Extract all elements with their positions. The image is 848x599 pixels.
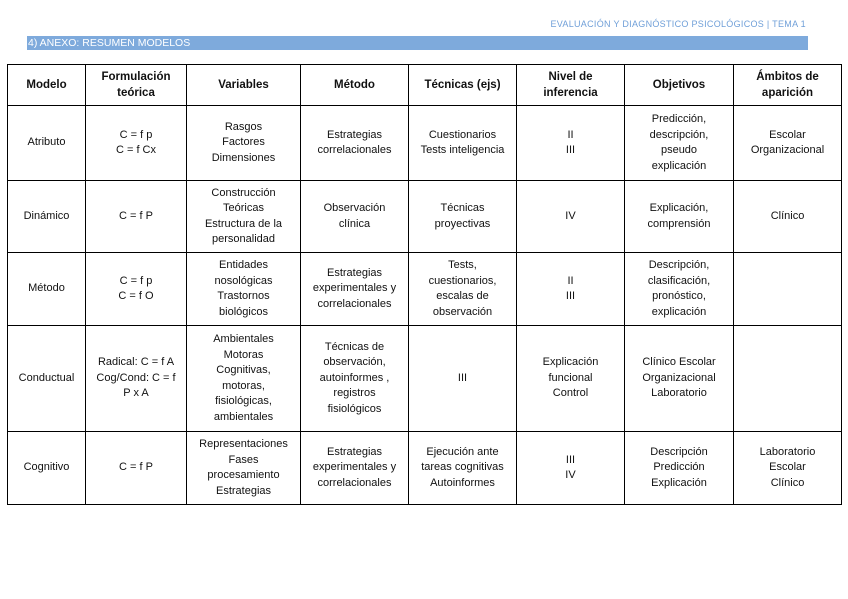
table-cell: Laboratorio Escolar Clínico bbox=[734, 432, 842, 505]
table-cell: III bbox=[409, 326, 517, 432]
table-row bbox=[8, 253, 842, 326]
table-cell: Método bbox=[8, 253, 86, 326]
table-cell: IV bbox=[517, 181, 625, 253]
table-cell: Técnicas proyectivas bbox=[409, 181, 517, 253]
table-cell: Clínico bbox=[734, 181, 842, 253]
models-summary-table bbox=[7, 64, 842, 505]
table-cell bbox=[734, 326, 842, 432]
table-cell: Ejecución ante tareas cognitivas Autoinformes bbox=[409, 432, 517, 505]
table-cell: Radical: C = f A Cog/Cond: C = f P x A bbox=[86, 326, 187, 432]
table-cell: Descripción Predicción Explicación bbox=[625, 432, 734, 505]
table-cell: Observación clínica bbox=[301, 181, 409, 253]
table-cell: Estrategias experimentales y correlacionales bbox=[301, 432, 409, 505]
table-cell: Cuestionarios Tests inteligencia bbox=[409, 106, 517, 181]
section-title: 4) ANEXO: RESUMEN MODELOS bbox=[27, 36, 808, 50]
column-header: Variables bbox=[187, 65, 301, 106]
table-cell: Explicación, comprensión bbox=[625, 181, 734, 253]
table-cell: Clínico Escolar Organizacional Laboratorio bbox=[625, 326, 734, 432]
table-cell: Estrategias experimentales y correlacionales bbox=[301, 253, 409, 326]
column-header: Ámbitos de aparición bbox=[734, 65, 842, 106]
table-cell: II III bbox=[517, 253, 625, 326]
table-header-row bbox=[8, 65, 842, 106]
column-header: Formulación teórica bbox=[86, 65, 187, 106]
table-row bbox=[8, 432, 842, 505]
column-header: Técnicas (ejs) bbox=[409, 65, 517, 106]
table-cell: C = f P bbox=[86, 432, 187, 505]
table-cell: Escolar Organizacional bbox=[734, 106, 842, 181]
table-cell: Atributo bbox=[8, 106, 86, 181]
table-cell: Representaciones Fases procesamiento Estrategias bbox=[187, 432, 301, 505]
column-header: Nivel de inferencia bbox=[517, 65, 625, 106]
table-cell: C = f p C = f O bbox=[86, 253, 187, 326]
table-cell: Técnicas de observación, autoinformes , registros fisiológicos bbox=[301, 326, 409, 432]
table-cell: C = f p C = f Cx bbox=[86, 106, 187, 181]
table-cell: Entidades nosológicas Trastornos biológicos bbox=[187, 253, 301, 326]
table-cell: Predicción, descripción, pseudo explicación bbox=[625, 106, 734, 181]
table-cell: Ambientales Motoras Cognitivas, motoras, fisiológicas, ambientales bbox=[187, 326, 301, 432]
column-header: Modelo bbox=[8, 65, 86, 106]
table-cell: Descripción, clasificación, pronóstico, explicación bbox=[625, 253, 734, 326]
table-row bbox=[8, 181, 842, 253]
table-cell: Tests, cuestionarios, escalas de observación bbox=[409, 253, 517, 326]
table-cell: Dinámico bbox=[8, 181, 86, 253]
table-row bbox=[8, 326, 842, 432]
table-cell: Construcción Teóricas Estructura de la personalidad bbox=[187, 181, 301, 253]
table-cell: C = f P bbox=[86, 181, 187, 253]
table-cell: Explicación funcional Control bbox=[517, 326, 625, 432]
table-cell: Conductual bbox=[8, 326, 86, 432]
table-cell bbox=[734, 253, 842, 326]
column-header: Objetivos bbox=[625, 65, 734, 106]
running-header: EVALUACIÓN Y DIAGNÓSTICO PSICOLÓGICOS | TEMA 1 bbox=[550, 19, 806, 29]
table-cell: Rasgos Factores Dimensiones bbox=[187, 106, 301, 181]
table-cell: II III bbox=[517, 106, 625, 181]
table-cell: Cognitivo bbox=[8, 432, 86, 505]
column-header: Método bbox=[301, 65, 409, 106]
table-cell: Estrategias correlacionales bbox=[301, 106, 409, 181]
table-cell: III IV bbox=[517, 432, 625, 505]
table-row bbox=[8, 106, 842, 181]
